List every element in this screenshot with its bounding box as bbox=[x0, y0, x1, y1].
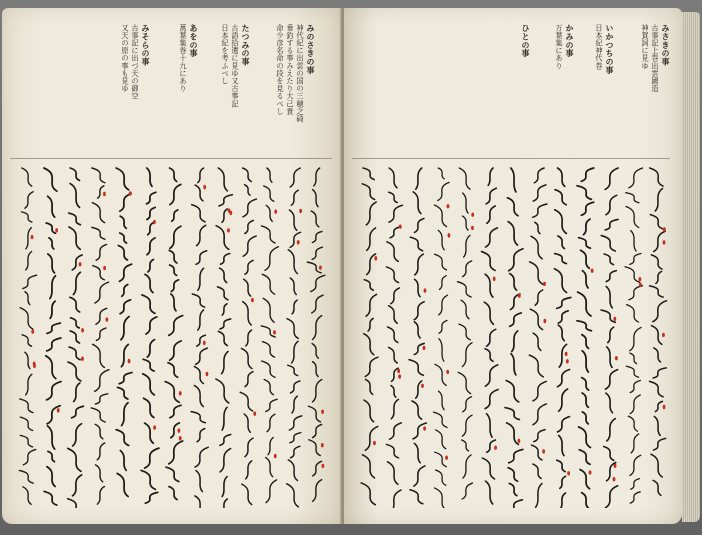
cursive-column bbox=[164, 166, 184, 508]
cursive-column bbox=[528, 166, 548, 508]
cursive-column bbox=[238, 166, 258, 508]
note-line: 又天の原の事も見ゆ bbox=[121, 24, 130, 93]
cursive-column bbox=[214, 166, 234, 508]
note-line: 古事記上巻出雲國造 bbox=[651, 24, 660, 93]
cursive-column bbox=[624, 166, 644, 508]
left-page bbox=[2, 8, 342, 524]
cursive-column bbox=[576, 166, 596, 508]
cursive-column bbox=[432, 166, 452, 508]
note-line: 日本紀神代巻 bbox=[595, 24, 604, 70]
cursive-column bbox=[456, 166, 476, 508]
note-line: 万葉集にあり bbox=[555, 24, 564, 70]
note-heading: たつみの事 bbox=[241, 24, 251, 66]
note-line: 古事記に出づ天の御空 bbox=[131, 24, 140, 100]
open-book bbox=[0, 2, 702, 525]
note-heading: みのさきの事 bbox=[306, 24, 316, 75]
note-heading: いかつちの事 bbox=[605, 24, 615, 75]
cursive-column bbox=[360, 166, 380, 508]
note-line: 神代紀に出雲の国の三穂之碕 bbox=[296, 24, 305, 123]
note-heading: みさきの事 bbox=[661, 24, 671, 66]
note-line: 古語拾遺に見ゆ又古事記 bbox=[231, 24, 240, 108]
note-line: 萬葉集巻十九にあり bbox=[179, 24, 188, 93]
note-line: 日本紀を考ふべし bbox=[221, 24, 230, 85]
cursive-column bbox=[648, 166, 668, 508]
cursive-column bbox=[42, 166, 62, 508]
cursive-column bbox=[114, 166, 134, 508]
cursive-column bbox=[504, 166, 524, 508]
cursive-column bbox=[190, 166, 210, 508]
cursive-column bbox=[90, 166, 110, 508]
cursive-column bbox=[306, 166, 326, 508]
cursive-column bbox=[384, 166, 404, 508]
note-heading: みそらの事 bbox=[141, 24, 151, 66]
header-rule bbox=[352, 158, 670, 159]
header-rule bbox=[10, 158, 332, 159]
cursive-column bbox=[408, 166, 428, 508]
cursive-column bbox=[284, 166, 304, 508]
cursive-column bbox=[66, 166, 86, 508]
cursive-column bbox=[140, 166, 160, 508]
cursive-column bbox=[600, 166, 620, 508]
right-page bbox=[344, 8, 682, 524]
note-line: 垂釣する事みえたり大己貴 bbox=[286, 24, 295, 116]
note-heading: かみの事 bbox=[565, 24, 575, 58]
note-line: 命少彦名命の段を見るべし bbox=[276, 24, 285, 116]
cursive-column bbox=[552, 166, 572, 508]
cursive-column bbox=[260, 166, 280, 508]
note-heading: あをの事 bbox=[189, 24, 199, 58]
page-edges bbox=[682, 12, 700, 522]
note-heading: ひとの事 bbox=[521, 24, 531, 58]
cursive-column bbox=[480, 166, 500, 508]
cursive-column bbox=[18, 166, 38, 508]
note-line: 神賀詞に見ゆ bbox=[641, 24, 650, 70]
